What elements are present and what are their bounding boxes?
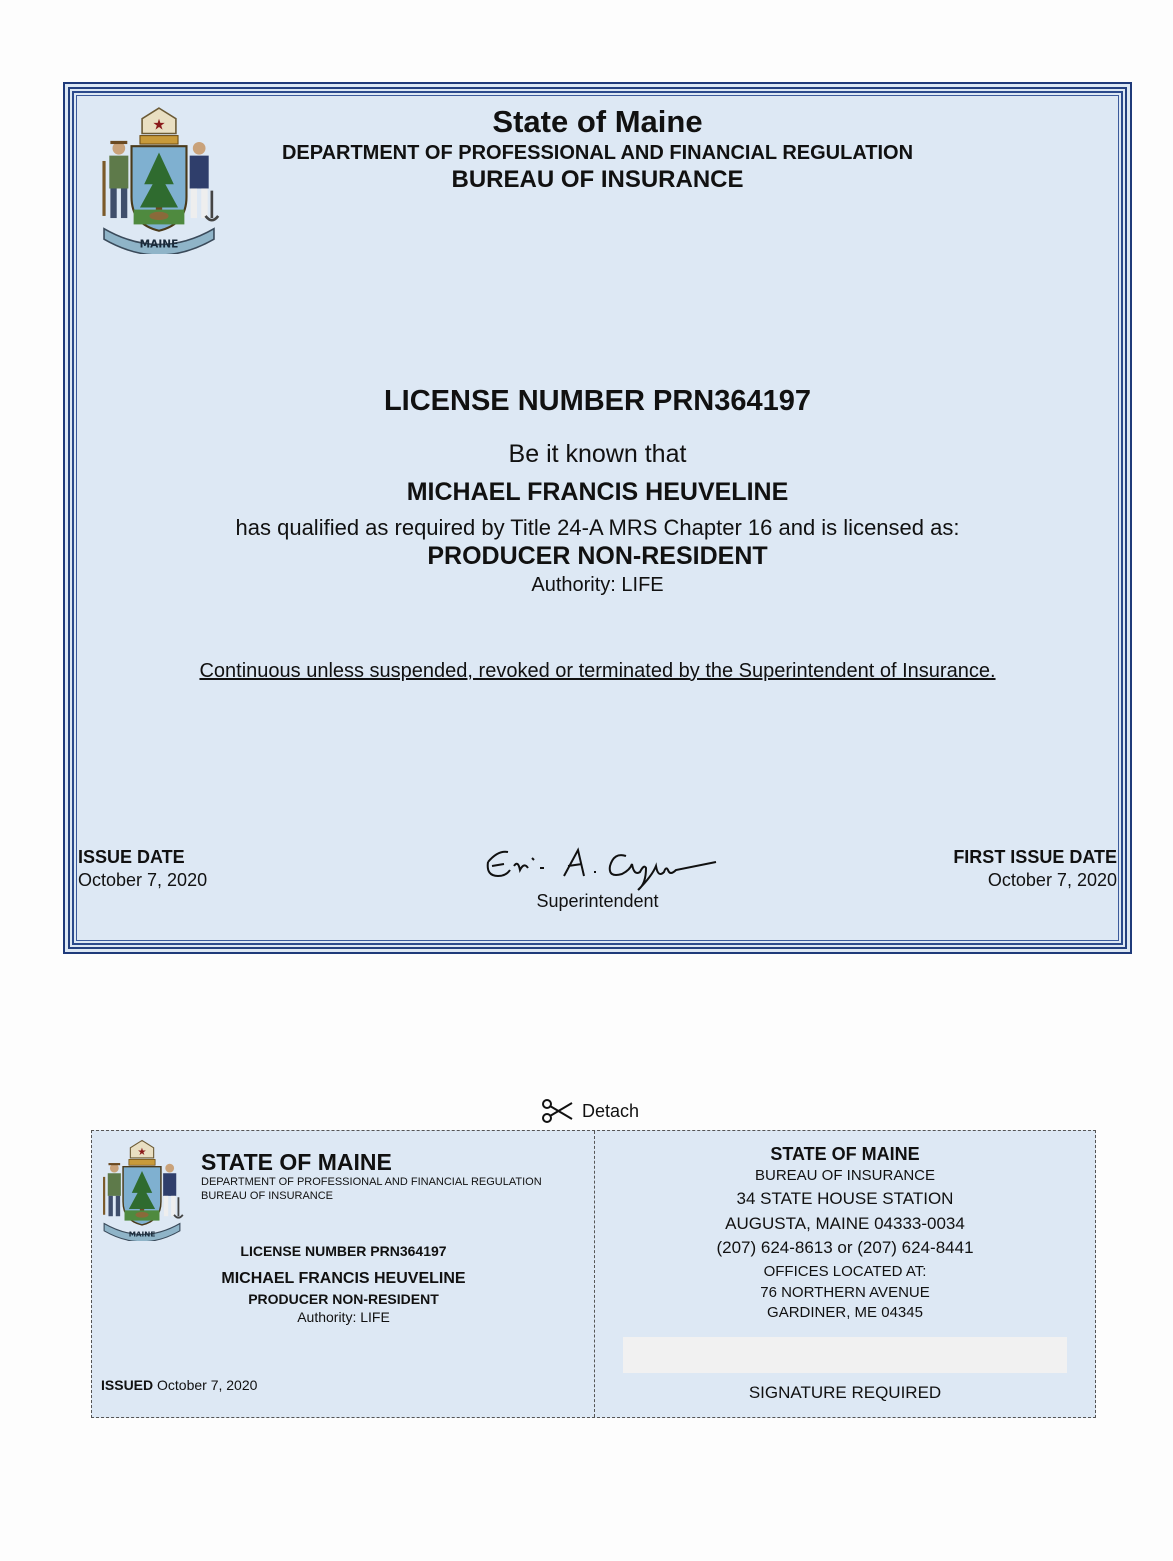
wallet-card-back [595,1131,1095,1417]
license-type: PRODUCER NON-RESIDENT [427,542,768,570]
issue-date-label: ISSUE DATE [78,847,185,867]
svg-text:★: ★ [137,1147,147,1159]
card-back-state: STATE OF MAINE [770,1144,920,1164]
card-licensee-name: MICHAEL FRANCIS HEUVELINE [221,1270,466,1287]
certificate-department: DEPARTMENT OF PROFESSIONAL AND FINANCIAL REGULATION [281,142,914,164]
license-certificate [63,82,1132,954]
seal-ribbon-text-small: MAINE [128,1229,156,1239]
card-authority: Authority: LIFE [297,1309,390,1325]
scissors-icon [540,1099,574,1123]
card-back-street: 76 NORTHERN AVENUE [760,1284,930,1301]
card-back-offices-label: OFFICES LOCATED AT: [763,1263,927,1280]
card-back-town: GARDINER, ME 04345 [767,1304,923,1321]
maine-state-seal-small-icon [98,1139,186,1241]
detach-label: Detach [582,1100,640,1121]
first-issue-date-value: October 7, 2020 [987,870,1117,890]
card-license-type: PRODUCER NON-RESIDENT [248,1291,439,1307]
wallet-license-card [91,1130,1096,1418]
card-issued-value: October 7, 2020 [153,1377,258,1393]
card-issued-label: ISSUED [101,1377,154,1393]
card-back-phone: (207) 624-8613 or (207) 624-8441 [716,1238,974,1257]
svg-text:★: ★ [152,116,166,134]
be-it-known-text: Be it known that [508,440,687,468]
license-number: LICENSE NUMBER PRN364197 [383,385,812,417]
first-issue-date-block [953,846,1117,892]
signature-title: Superintendent [536,891,659,911]
licensee-name: MICHAEL FRANCIS HEUVELINE [406,478,789,506]
card-issued-date [101,1377,257,1393]
issue-date-value: October 7, 2020 [78,870,208,890]
wallet-card-front [92,1131,595,1417]
issue-date-block [78,846,207,892]
certificate-state-title: State of Maine [492,104,703,139]
card-back-station: 34 STATE HOUSE STATION [736,1189,954,1208]
superintendent-signature [480,836,730,896]
license-authority: Authority: LIFE [531,574,664,596]
card-back-city: AUGUSTA, MAINE 04333-0034 [725,1214,965,1233]
detach-line-label [540,1097,639,1125]
continuity-statement: Continuous unless suspended, revoked or terminated by the Superintendent of Insurance. [199,660,996,682]
card-department: DEPARTMENT OF PROFESSIONAL AND FINANCIAL REGULATION [201,1176,542,1188]
signature-required-label: SIGNATURE REQUIRED [748,1383,942,1402]
card-back-bureau: BUREAU OF INSURANCE [754,1167,936,1184]
signature-field[interactable] [623,1337,1067,1373]
first-issue-date-label: FIRST ISSUE DATE [953,847,1117,867]
seal-ribbon-text: MAINE [139,238,179,251]
qualification-statement: has qualified as required by Title 24-A MRS Chapter 16 and is licensed as: [235,515,960,540]
certificate-bureau: BUREAU OF INSURANCE [451,166,744,193]
card-license-number: LICENSE NUMBER PRN364197 [240,1243,447,1259]
card-bureau: BUREAU OF INSURANCE [201,1190,334,1202]
card-state-title: STATE OF MAINE [201,1149,392,1175]
